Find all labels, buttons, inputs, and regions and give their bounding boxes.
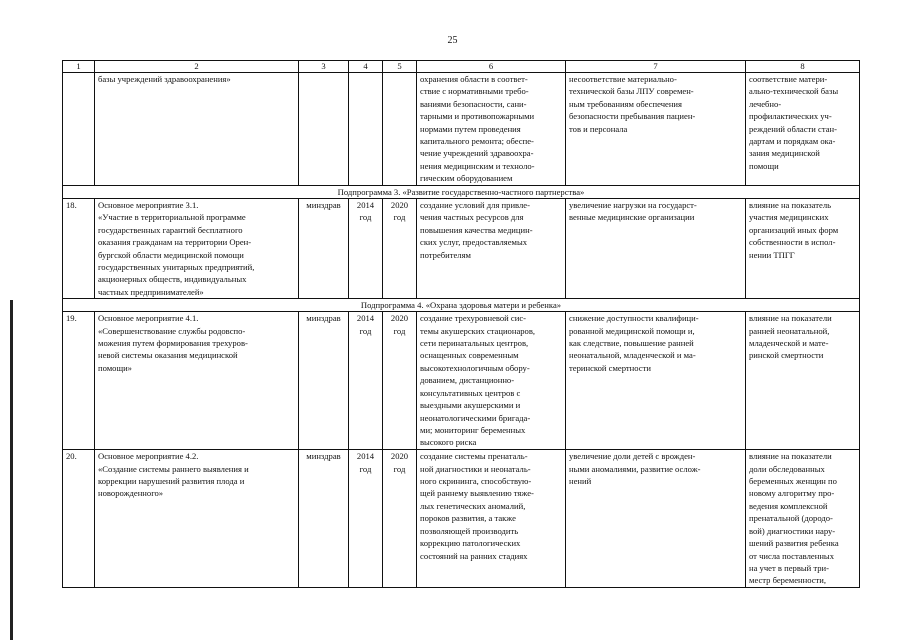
cell-end-year: 2020 год: [383, 199, 417, 299]
column-number: 1: [63, 61, 95, 73]
cell-consequence: снижение доступности квалифици- рованной медицинской помощи и, как следствие, повышение ранней неонатальной, младенческой и ма- теринской смертности: [566, 312, 746, 450]
column-number-row: [63, 61, 860, 73]
cell-start-year: 2014 год: [349, 450, 383, 587]
cell-end-year: 2020 год: [383, 312, 417, 450]
cell-expected-result: охранения области в соответ- ствие с нормативными требо- ваниями безопасности, сани- тарными и противопожарными нормами путем проведения капитального ремонта; обеспе- чение учреждений здравоохра- нения медицинским и техноло- гическим оборудованием: [417, 73, 566, 186]
page-number: 25: [447, 35, 458, 46]
cell-link: влияние на показатели доли обследованных беременных женщин по новому алгоритму про- ведения комплексной пренатальной (дородо- вой) диагностики нару- шений развития ребенка от числа поставленных на учет в первый три- местр беременности,: [746, 450, 860, 587]
subprogram-heading: Подпрограмма 4. «Охрана здоровья матери и ребенка»: [63, 299, 860, 312]
cell-consequence: несоответствие материально- технической базы ЛПУ современ- ным требованиям обеспечения безопасности пребывания пациен- тов и персонала: [566, 73, 746, 186]
cell-executor: минздрав: [299, 199, 349, 299]
column-number: 2: [95, 61, 299, 73]
cell-start-year: [349, 73, 383, 186]
subprogram-row: [63, 186, 860, 199]
cell-link: влияние на показатель участия медицинских организаций иных форм собственности в испол- нении ТПГГ: [746, 199, 860, 299]
column-number: 3: [299, 61, 349, 73]
activities-table: [62, 60, 860, 588]
table-row: [63, 450, 860, 587]
continuation-row: [63, 73, 860, 186]
column-number: 8: [746, 61, 860, 73]
cell-expected-result: создание трехуровневой сис- темы акушерских стационаров, сети перинатальных центров, оснащенных современным высокотехнологичным обору- дованием, дистанционно- консультативных центров с выездными акушерскими и неонатологическими бригада- ми; мониторинг беременных высокого риска: [417, 312, 566, 450]
cell-number: [63, 73, 95, 186]
cell-title: Основное мероприятие 3.1. «Участие в территориальной программе государственных гарантий бесплатного оказания гражданам на территории Орен- бургской области медицинской помощи государственных унитарных предприятий, акционерных обществ, индивидуальных частных предпринимателей»: [95, 199, 299, 299]
table-row: [63, 199, 860, 299]
cell-number: 19.: [63, 312, 95, 450]
cell-executor: [299, 73, 349, 186]
cell-consequence: увеличение нагрузки на государст- венные медицинские организации: [566, 199, 746, 299]
column-number: 7: [566, 61, 746, 73]
cell-start-year: 2014 год: [349, 199, 383, 299]
cell-executor: минздрав: [299, 450, 349, 587]
table-row: [63, 312, 860, 450]
cell-executor: минздрав: [299, 312, 349, 450]
subprogram-heading: Подпрограмма 3. «Развитие государственно-частного партнерства»: [63, 186, 860, 199]
cell-number: 18.: [63, 199, 95, 299]
cell-end-year: [383, 73, 417, 186]
subprogram-row: [63, 299, 860, 312]
cell-expected-result: создание условий для привле- чения частных ресурсов для повышения качества медицин- ских услуг, предоставляемых потребителям: [417, 199, 566, 299]
column-number: 4: [349, 61, 383, 73]
cell-start-year: 2014 год: [349, 312, 383, 450]
cell-title: Основное мероприятие 4.2. «Создание системы раннего выявления и коррекции нарушений развития плода и новорожденного»: [95, 450, 299, 587]
cell-link: соответствие матери- ально-технической базы лечебно- профилактических уч- реждений области стан- дартам и порядкам ока- зания медицинской помощи: [746, 73, 860, 186]
column-number: 6: [417, 61, 566, 73]
cell-link: влияние на показатели ранней неонатальной, младенческой и мате- ринской смертности: [746, 312, 860, 450]
cell-title: базы учреждений здравоохранения»: [95, 73, 299, 186]
cell-expected-result: создание системы пренаталь- ной диагностики и неонаталь- ного скрининга, способствую- щей раннему выявлению тяже- лых генетических аномалий, пороков развития, а также позволяющей производить коррекцию патологических состояний на ранних стадиях: [417, 450, 566, 587]
scan-edge-line: [10, 300, 13, 640]
cell-end-year: 2020 год: [383, 450, 417, 587]
cell-number: 20.: [63, 450, 95, 587]
cell-consequence: увеличение доли детей с врожден- ными аномалиями, развитие ослож- нений: [566, 450, 746, 587]
cell-title: Основное мероприятие 4.1. «Совершенствование службы родовспо- можения путем формирования трехуров- невой системы оказания медицинской помощи»: [95, 312, 299, 450]
column-number: 5: [383, 61, 417, 73]
